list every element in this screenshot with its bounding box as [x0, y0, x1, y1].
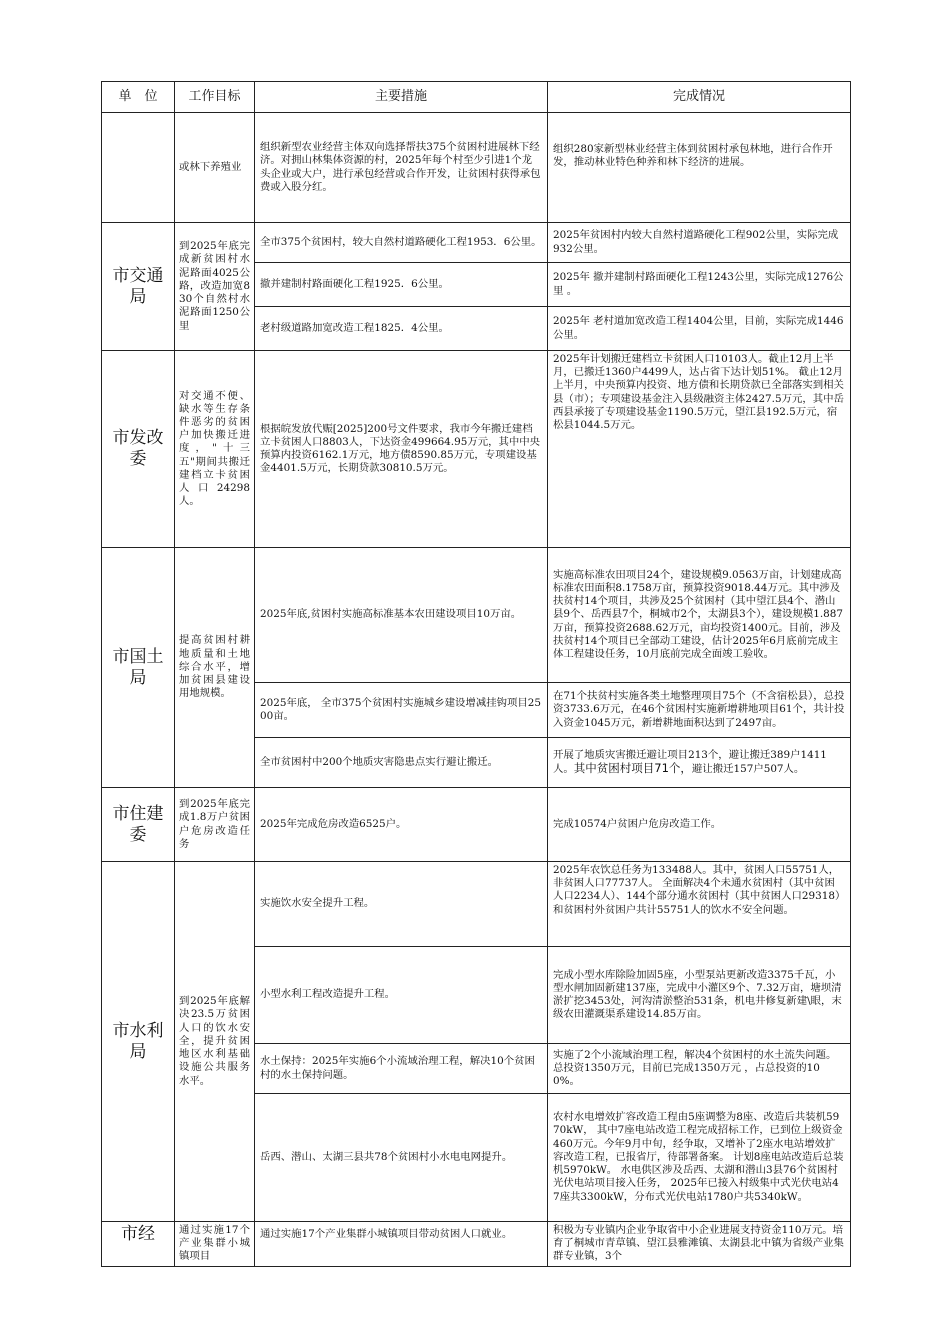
measure-cell: 2025年完成危房改造6525户。 [255, 788, 548, 862]
table-header-row [102, 82, 851, 113]
unit-cell: 市发改委 [102, 351, 175, 548]
result-text: 避让搬迁157户507人。 [691, 763, 805, 775]
header-measures: 主要措施 [255, 82, 548, 113]
measure-cell: 全市375个贫困村，较大自然村道路硬化工程1953．6公里。 [255, 223, 548, 263]
goal-cell: 到2025年底完成新贫困村水泥路面4025公路，改造加宽830个自然村水泥路面1250公里 [175, 223, 255, 351]
poverty-work-table [101, 81, 851, 1267]
measure-cell: 老村级道路加宽改造工程1825．4公里。 [255, 307, 548, 351]
measure-cell: 2025年底,贫困村实施高标准基本农田建设项目10万亩。 [255, 548, 548, 683]
result-cell: 在71个扶贫村实施各类土地整理项目75个（不含宿松县），总投资3733.6万元，在46个贫困村实施新增耕地项目61个，共计投入资金1045万元，新增耕地面积达到了2497亩。 [548, 683, 851, 738]
result-cell: 2025年 老村道加宽改造工程1404公里，目前，实际完成1446公里。 [548, 307, 851, 351]
table-row [102, 862, 851, 947]
unit-cell: 市住建委 [102, 788, 175, 862]
table-row [102, 113, 851, 223]
measure-cell: 实施饮水安全提升工程。 [255, 862, 548, 947]
result-text: 开展了地质灾害搬迁避让项目213个，避让搬迁389户1411人。 [553, 748, 827, 775]
measure-cell: 水土保持：2025年实施6个小流域治理工程，解决10个贫困村的水土保持问题。 [255, 1044, 548, 1094]
unit-cell: 市交通局 [102, 223, 175, 351]
goal-cell: 提高贫困村耕地质量和土地综合水平，增加贫困县建设用地规模。 [175, 548, 255, 788]
table-row [102, 548, 851, 683]
result-cell: 实施了2个小流域治理工程，解决4个贫困村的水土流失问题。总投资1350万元，目前已完成1350万元 ，占总投资的100%。 [548, 1044, 851, 1094]
measure-cell: 通过实施17个产业集群小城镇项目带动贫困人口就业。 [255, 1222, 548, 1267]
header-unit: 单 位 [102, 82, 175, 113]
result-cell: 组织280家新型林业经营主体到贫困村承包林地，进行合作开发，推动林业特色种养和林下经济的进展。 [548, 113, 851, 223]
goal-cell: 到2025年底解决23.5万贫困人口的饮水安全，提升贫困地区水利基础设施公共服务水平。 [175, 862, 255, 1222]
header-results: 完成情况 [548, 82, 851, 113]
unit-cell [102, 113, 175, 223]
result-cell: 2025年 撤并建制村路面硬化工程1243公里，实际完成1276公里 。 [548, 263, 851, 307]
measure-cell: 2025年底， 全市375个贫困村实施城乡建设增减挂钩项目2500亩。 [255, 683, 548, 738]
unit-cell: 市水利局 [102, 862, 175, 1222]
measure-cell: 岳西、潜山、太湖三县共78个贫困村小水电电网提升。 [255, 1094, 548, 1222]
result-cell: 积极为专业镇内企业争取省中小企业进展支持资金110万元。培育了桐城市青草镇、望江县雅滩镇、太湖县北中镇为省级产业集群专业镇，3个 [548, 1222, 851, 1267]
result-cell: 2025年贫困村内较大自然村道路硬化工程902公里，实际完成 932公里。 [548, 223, 851, 263]
table-row [102, 223, 851, 263]
table-row [102, 1222, 851, 1267]
measure-cell: 撤并建制村路面硬化工程1925．6公里。 [255, 263, 548, 307]
result-cell: 2025年计划搬迁建档立卡贫困人口10103人。截止12月上半月，已搬迁1360户4499人，达占省下达计划51%。 截止12月上半月，中央预算内投资、地方债和长期贷款已全部落实到相关县（市）；专项建设基金注入县级融资主体2427.5万元，其中岳西县承接了专项建设基金1190.5万元，望江县192.5万元，宿松县1044.5万元。 [548, 351, 851, 548]
measure-cell: 小型水利工程改造提升工程。 [255, 947, 548, 1044]
result-cell: 实施高标准农田项目24个，建设规模9.0563万亩，计划建成高标准农田面积8.1758万亩，预算投资9018.44万元。其中涉及扶贫村14个项目，共涉及25个贫困村（其中望江县4个、潜山县9个、岳西县7个，桐城市2个，太湖县3个），建设规模1.887万亩，预算投资2688.62万元，亩均投资1400元。目前，涉及扶贫村14个项目已全部动工建设，估计2025年6月底前完成主体工程建设任务，10月底前完成全面竣工验收。 [548, 548, 851, 683]
goal-cell: 或林下养殖业 [175, 113, 255, 223]
unit-cell: 市国土局 [102, 548, 175, 788]
goal-cell: 对交通不便、缺水等生存条件恶劣的贫困户加快搬迁进度，"十三五"期间共搬迁建档立卡贫困人口24298人。 [175, 351, 255, 548]
table-row [102, 788, 851, 862]
result-cell: 完成小型水库除险加固5座，小型泵站更新改造3375千瓦，小型水闸加固新建137座，完成中小灌区9个、7.32万亩，塘坝清淤扩挖3453处，河沟清淤整治531条，机电井修复新建\眼，末级农田灌溉渠系建设14.85万亩。 [548, 947, 851, 1044]
result-cell [548, 738, 851, 788]
measure-cell: 全市贫困村中200个地质灾害隐患点实行避让搬迁。 [255, 738, 548, 788]
result-emphasis: 其中贫困村项目71个， [573, 761, 692, 775]
table-row [102, 351, 851, 548]
result-cell: 2025年农饮总任务为133488人。其中，贫困人口55751人，非贫困人口77737人。 全面解决4个未通水贫困村（其中贫困人口2234人）、144个部分通水贫困村（其中贫困人口29318）和贫困村外贫困户共计55751人的饮水不安全问题。 [548, 862, 851, 947]
result-cell: 农村水电增效扩容改造工程由5座调整为8座、改造后共装机5970kW， 其中7座电站改造工程完成招标工作，已到位上级资金460万元。今年9月中旬，经争取，又增补了2座水电站增效扩容改造工程，已报省厅，待部署备案。 计划8座电站改造后总装机5970kW。 水电供区涉及岳西、太湖和潜山3县76个贫困村光伏电站项目接入任务， 2025年已接入村级集中式光伏电站47座共3300kW，分布式光伏电站1780户共5340kW。 [548, 1094, 851, 1222]
measure-cell: 根据皖发放代赈[2025]200号文件要求，我市今年搬迁建档立卡贫困人口8803人，下达资金499664.95万元，其中中央预算内投资6162.1万元，地方债8590.85万元，专项建设基金4401.5万元，长期贷款30810.5万元。 [255, 351, 548, 548]
goal-cell: 通过实施17个产业集群小城镇项目 [175, 1222, 255, 1267]
goal-cell: 到2025年底完成1.8万户贫困户危房改造任务 [175, 788, 255, 862]
header-goal: 工作目标 [175, 82, 255, 113]
measure-cell: 组织新型农业经营主体双向选择帮扶375个贫困村进展林下经济。对拥山林集体资源的村，2025年每个村至少引进1个龙头企业或大户，进行承包经营或合作开发，让贫困村获得承包费或入股分红。 [255, 113, 548, 223]
result-cell: 完成10574户贫困户危房改造工作。 [548, 788, 851, 862]
unit-cell: 市经 [102, 1222, 175, 1267]
